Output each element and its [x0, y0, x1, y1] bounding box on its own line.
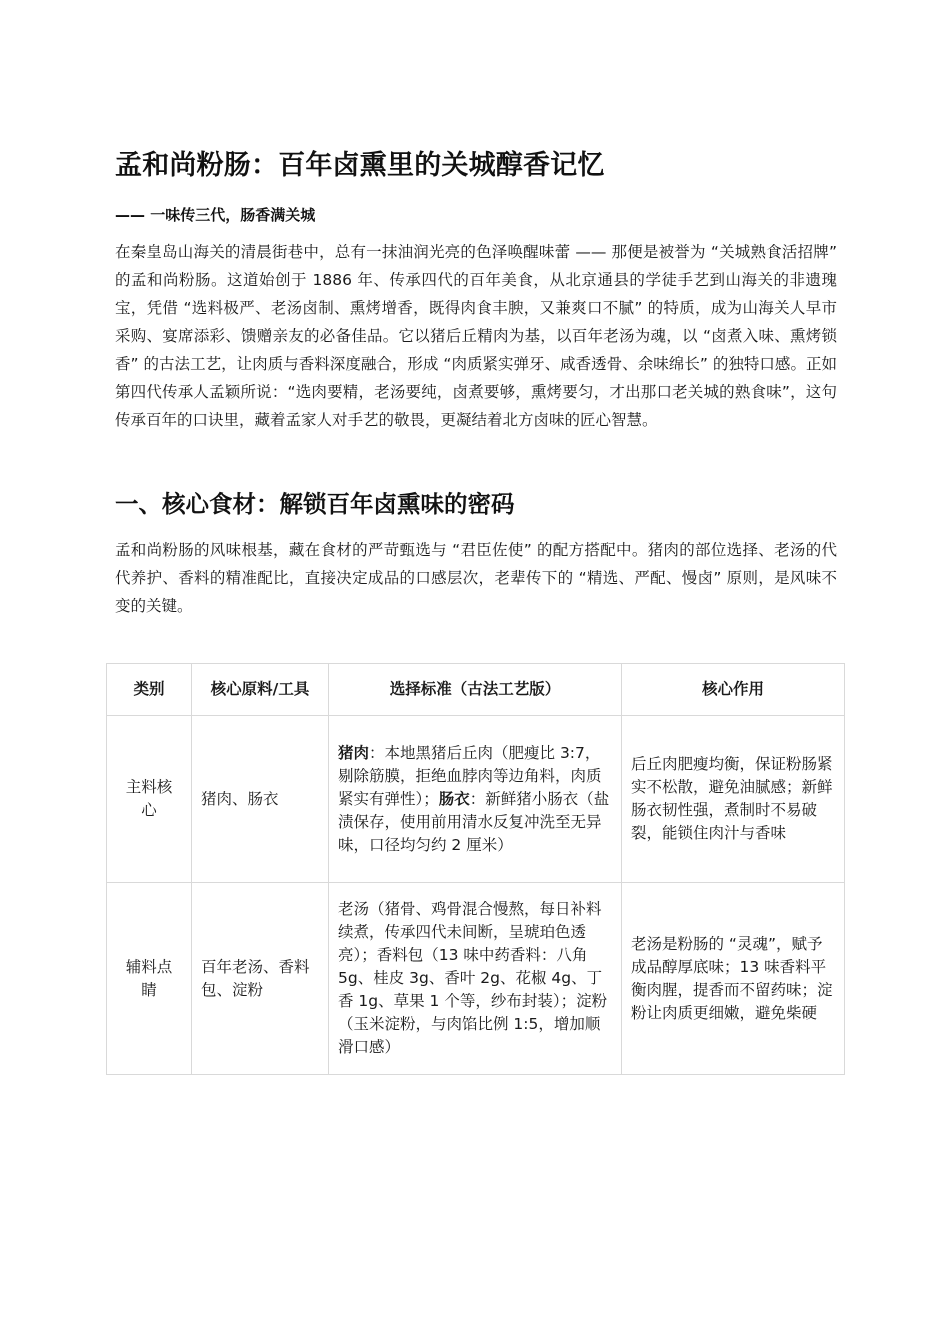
table-cell-materials: 百年老汤、香料包、淀粉	[192, 883, 329, 1075]
ingredients-table	[106, 663, 845, 1075]
table-cell-category: 辅料点睛	[107, 883, 192, 1075]
document-title: 孟和尚粉肠：百年卤熏里的关城醇香记忆	[115, 150, 605, 181]
document-subtitle: —— 一味传三代，肠香满关城	[115, 206, 316, 224]
table-cell-category: 主料核心	[107, 716, 192, 883]
table-header-materials: 核心原料/工具	[192, 664, 329, 716]
section-intro-paragraph: 孟和尚粉肠的风味根基，藏在食材的严苛甄选与 “君臣佐使” 的配方搭配中。猪肉的部位选择、老汤的代代养护、香料的精准配比，直接决定成品的口感层次，老辈传下的 “精选、严配、慢卤” 原则，是风味不变的关键。	[115, 541, 837, 615]
standard-text-casing: ：新鲜猪小肠衣（盐渍保存，使用前用清水反复冲洗至无异味，口径均匀约 2 厘米）	[338, 789, 610, 854]
table-row	[107, 716, 845, 883]
standard-text-pork: ：本地黑猪后丘肉（肥瘦比 3:7，剔除筋膜，拒绝血脖肉等边角料，肉质紧实有弹性）；	[338, 743, 602, 808]
standard-label-casing: 肠衣	[438, 789, 470, 808]
table-cell-standard: 老汤（猪骨、鸡骨混合慢熬，每日补料续煮，传承四代未间断，呈琥珀色透亮）；香料包（13 味中药香料：八角 5g、桂皮 3g、香叶 2g、花椒 4g、丁香 1g、草果 1 个等，纱布封装）；淀粉（玉米淀粉，与肉馅比例 1:5，增加顺滑口感）	[329, 883, 622, 1075]
table-header-row	[107, 664, 845, 716]
table-cell-role: 老汤是粉肠的 “灵魂”，赋予成品醇厚底味；13 味香料平衡肉腥，提香而不留药味；淀粉让肉质更细嫩，避免柴硬	[622, 883, 845, 1075]
table-cell-role: 后丘肉肥瘦均衡，保证粉肠紧实不松散，避免油腻感；新鲜肠衣韧性强，煮制时不易破裂，能锁住肉汁与香味	[622, 716, 845, 883]
table-header-role: 核心作用	[622, 664, 845, 716]
table-header-standard: 选择标准（古法工艺版）	[329, 664, 622, 716]
standard-label-pork: 猪肉	[338, 743, 370, 762]
table-header-category: 类别	[107, 664, 192, 716]
table-row	[107, 883, 845, 1075]
section-heading-core-ingredients: 一、核心食材：解锁百年卤熏味的密码	[115, 490, 515, 518]
intro-paragraph: 在秦皇岛山海关的清晨街巷中，总有一抹油润光亮的色泽唤醒味蕾 —— 那便是被誉为 “关城熟食活招牌” 的孟和尚粉肠。这道始创于 1886 年、传承四代的百年美食，从北京通县的学徒手艺到山海关的非遗瑰宝，凭借 “选料极严、老汤卤制、熏烤增香，既得肉食丰腴，又兼爽口不腻” 的特质，成为山海关人早市采购、宴席添彩、馈赠亲友的必备佳品。它以猪后丘精肉为基，以百年老汤为魂，以 “卤煮入味、熏烤锁香” 的古法工艺，让肉质与香料深度融合，形成 “肉质紧实弹牙、咸香透骨、余味绵长” 的独特口感。正如第四代传承人孟颖所说：“选肉要精，老汤要纯，卤煮要够，熏烤要匀，才出那口老关城的熟食味”，这句传承百年的口诀里，藏着孟家人对手艺的敬畏，更凝结着北方卤味的匠心智慧。	[115, 243, 837, 429]
table-cell-materials: 猪肉、肠衣	[192, 716, 329, 883]
table-cell-standard	[329, 716, 622, 883]
